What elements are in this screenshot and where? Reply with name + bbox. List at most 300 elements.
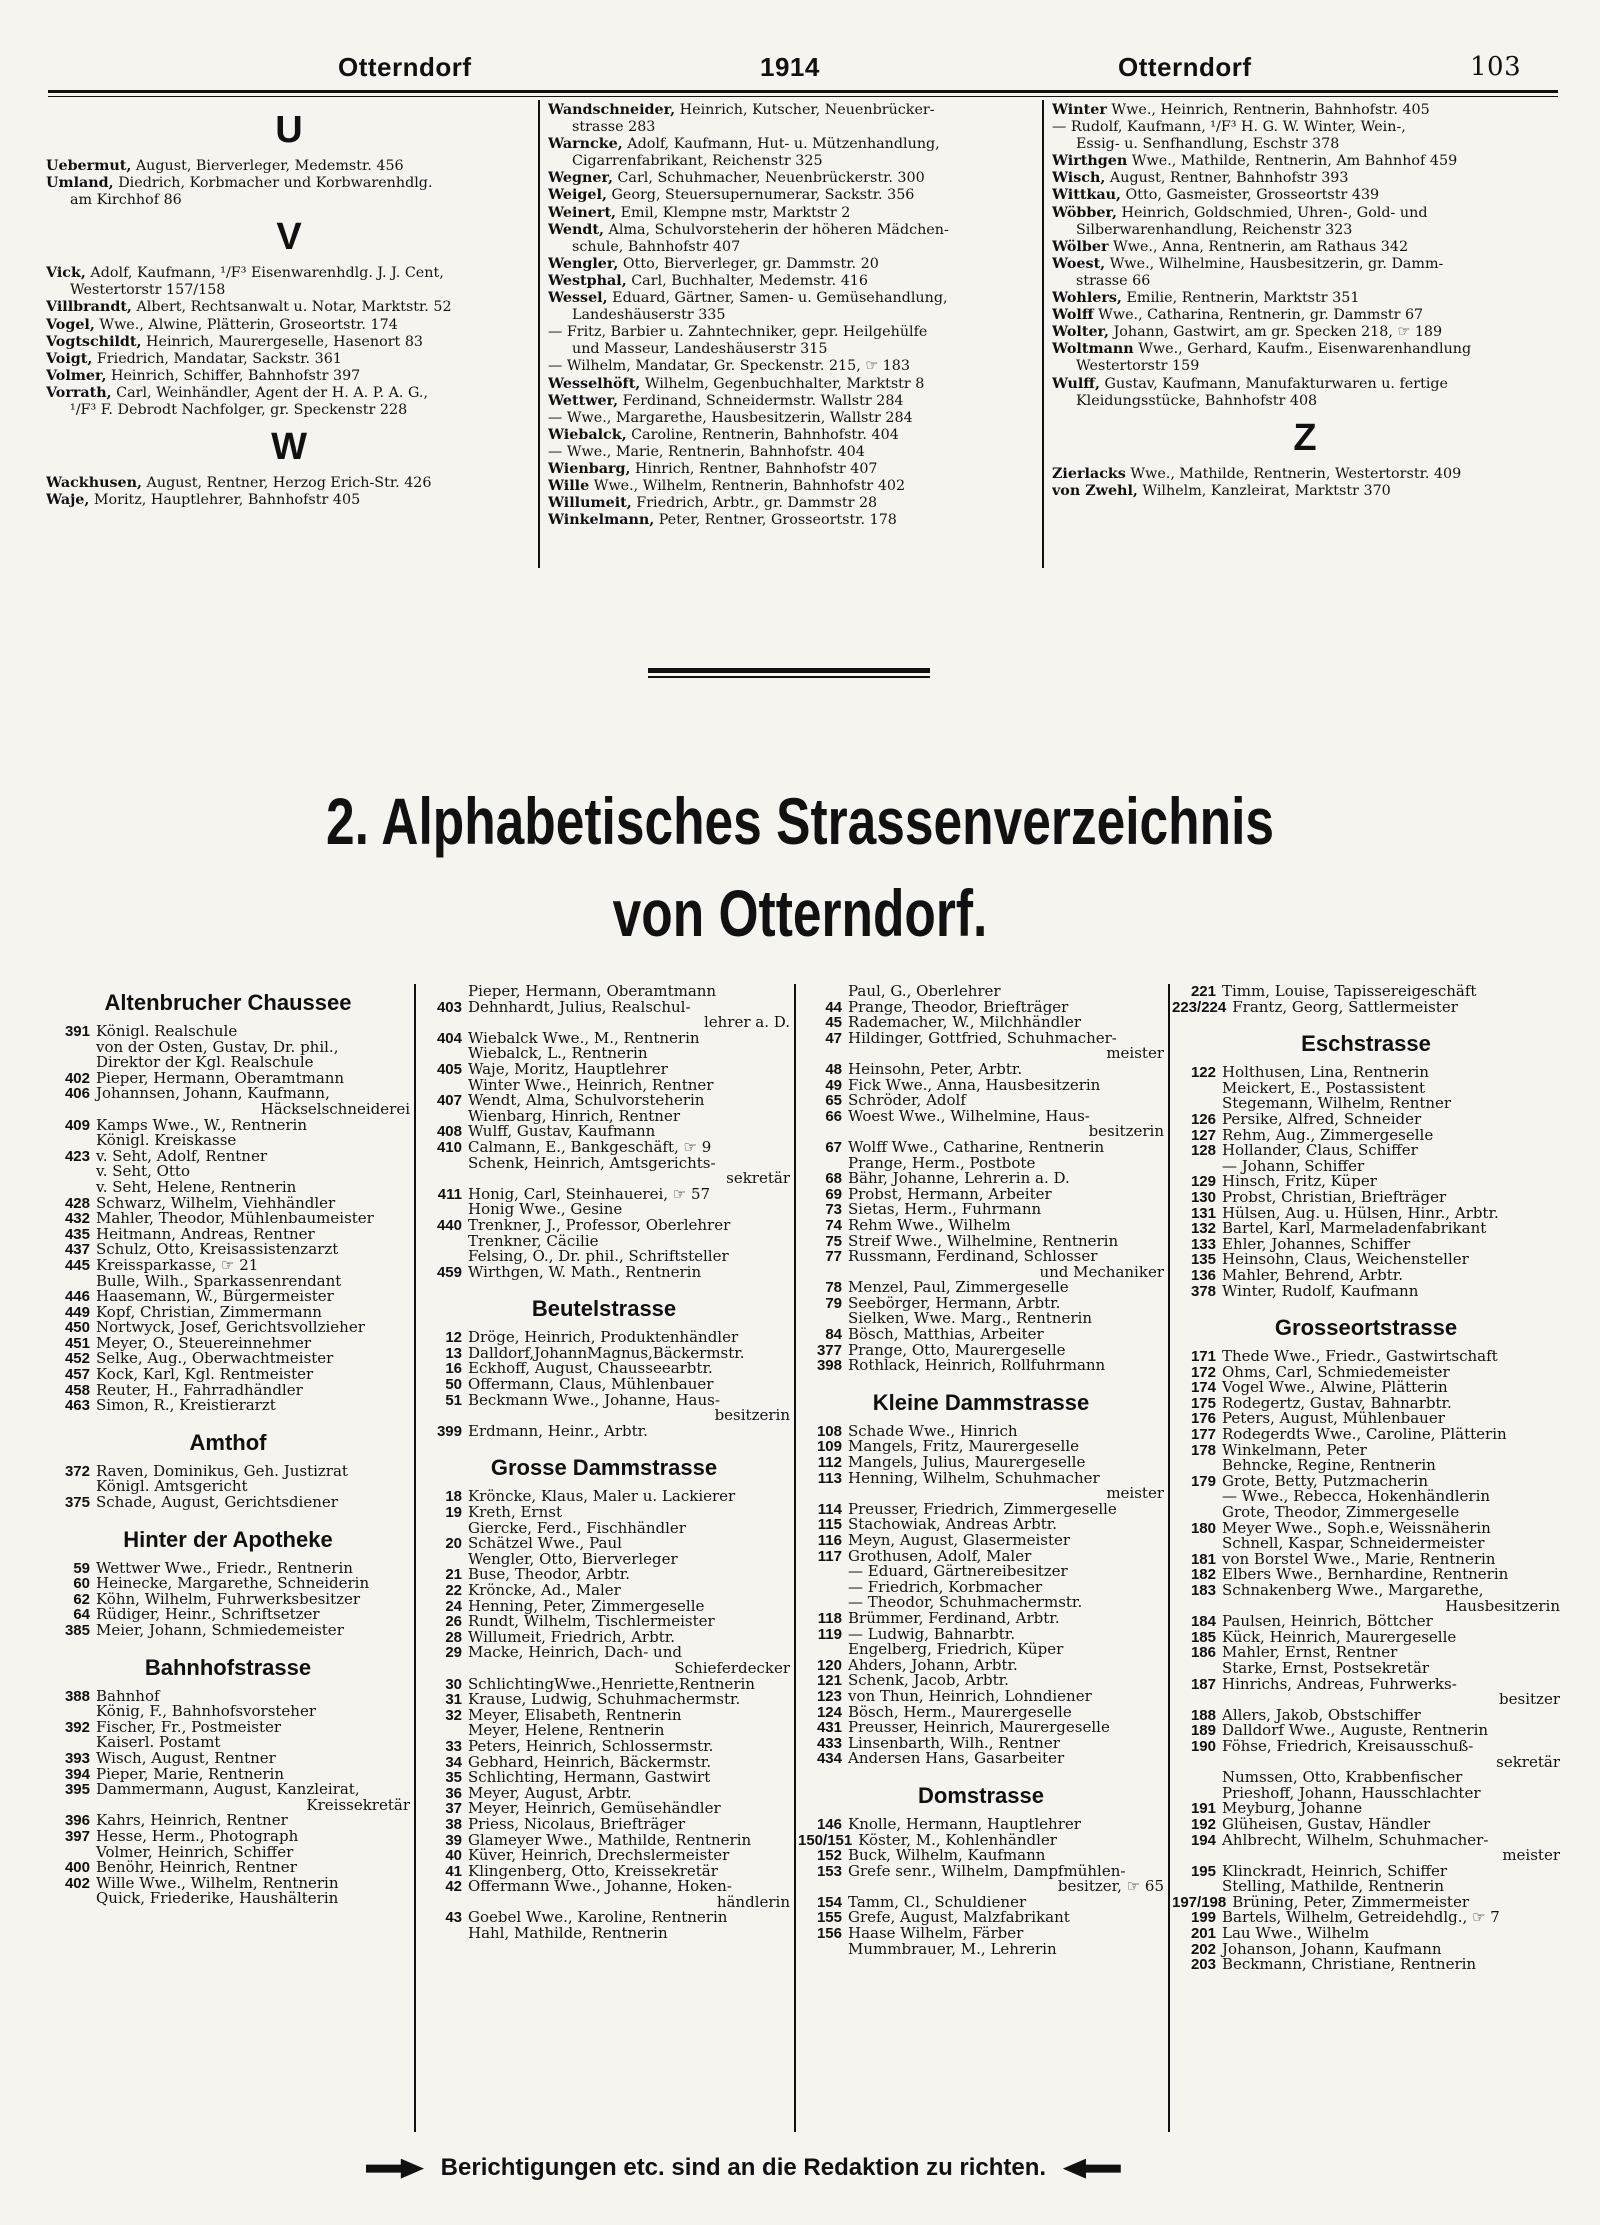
street-entry-wrap: besitzer, ☞ 65: [1057, 1879, 1164, 1895]
street-entry: [46, 1751, 410, 1767]
occupant-details: Schlichting, Hermann, Gastwirt: [468, 1770, 711, 1786]
house-number: 20: [445, 1536, 462, 1552]
occupant-details: Reuter, H., Fahrradhändler: [96, 1382, 303, 1399]
street-entry: [1172, 1396, 1560, 1412]
street-entry: [46, 1383, 410, 1399]
street-entry: [1172, 1380, 1560, 1396]
street-entry: [418, 1614, 790, 1630]
street-entry-wrap: lehrer a. D.: [703, 1015, 790, 1031]
occupant-details: Kamps Wwe., W., Rentnerin: [96, 1117, 308, 1134]
street-entry: [418, 1645, 790, 1661]
house-number: 186: [1190, 1645, 1216, 1661]
street-entry: [46, 1211, 410, 1227]
street-entry: [46, 1876, 410, 1892]
resident-entry: [548, 136, 1036, 153]
occupant-details: Klingenberg, Otto, Kreissekretär: [468, 1863, 718, 1880]
occupant-details: Buck, Wilhelm, Kaufmann: [848, 1848, 1046, 1864]
street-entry: [798, 1736, 1164, 1752]
house-number: 201: [1190, 1926, 1216, 1942]
resident-entry: [1052, 170, 1558, 187]
resident-entry: [46, 299, 532, 316]
street-entry: [418, 1786, 790, 1802]
street-entry: [418, 1630, 790, 1646]
house-number: 12: [445, 1330, 462, 1346]
house-number: 372: [64, 1463, 90, 1480]
street-entry-continuation: v. Seht, Helene, Rentnerin: [96, 1179, 297, 1196]
street-entry-wrap: besitzerin: [1088, 1124, 1164, 1140]
occupant-details: Mahler, Behrend, Arbtr.: [1222, 1267, 1404, 1284]
resident-name: Westphal,: [548, 272, 627, 289]
resident-details: Eduard, Gärtner, Samen- u. Gemüsehandlung,: [607, 290, 948, 307]
resident-entry: [548, 358, 1036, 375]
occupant-details: Hinsch, Fritz, Küper: [1222, 1174, 1377, 1190]
house-number: 133: [1190, 1236, 1216, 1253]
street-entry: [1172, 1284, 1560, 1300]
street-entry: [418, 1848, 790, 1864]
house-number: 73: [825, 1202, 842, 1218]
occupant-details: Lau Wwe., Wilhelm: [1222, 1926, 1370, 1942]
resident-entry: [548, 273, 1036, 290]
occupant-details: Tamm, Cl., Schuldiener: [848, 1894, 1027, 1911]
resident-details: Wilhelm, Kanzleirat, Marktstr 370: [1137, 482, 1391, 499]
house-number: 136: [1190, 1267, 1216, 1284]
house-number: 192: [1190, 1816, 1216, 1833]
resident-name: Volmer,: [46, 367, 107, 384]
resident-name: Woltmann: [1052, 341, 1134, 358]
resident-details: Moritz, Hauptlehrer, Bahnhofstr 405: [89, 492, 361, 509]
street-entry: [1172, 1614, 1560, 1630]
street-entry: [1172, 1128, 1560, 1144]
resident-details: Heinrich, Maurergeselle, Hasenort 83: [141, 333, 424, 350]
street-heading: Beutelstrasse: [531, 1296, 677, 1322]
occupant-details: Menzel, Paul, Zimmergeselle: [848, 1280, 1069, 1296]
street-entry-wrap: meister: [1106, 1486, 1164, 1502]
house-number: 155: [816, 1910, 842, 1927]
occupant-details: Selke, Aug., Oberwachtmeister: [96, 1351, 334, 1368]
house-number: 423: [64, 1148, 90, 1165]
street-entry: [798, 1910, 1164, 1926]
resident-entry: [548, 324, 1036, 341]
house-number: 180: [1190, 1520, 1216, 1537]
resident-entry: [548, 478, 1036, 495]
occupant-details: Persike, Alfred, Schneider: [1222, 1111, 1422, 1128]
street-entry-continuation: Giercke, Ferd., Fischhändler: [468, 1520, 686, 1537]
street-entry: [418, 1677, 790, 1693]
street-entry-wrap: meister: [1106, 1046, 1164, 1062]
occupant-details: Kück, Heinrich, Maurergeselle: [1222, 1629, 1457, 1646]
streets-column-1: [46, 974, 410, 1907]
occupant-details: Streif Wwe., Wilhelmine, Rentnerin: [848, 1233, 1119, 1250]
house-number: 113: [817, 1470, 842, 1487]
occupant-details: Paulsen, Heinrich, Böttcher: [1222, 1614, 1433, 1630]
house-number: 128: [1190, 1143, 1216, 1159]
street-entry: [1172, 1206, 1560, 1222]
street-entry: [418, 1377, 790, 1393]
street-entry-wrap: sekretär: [726, 1171, 790, 1187]
street-entry: [418, 1062, 790, 1078]
house-number: 122: [1190, 1065, 1216, 1081]
resident-entry-continuation: ¹/F³ F. Debrodt Nachfolger, gr. Speckenstr 228: [70, 402, 408, 419]
street-entry: [798, 1031, 1164, 1047]
house-number: 21: [445, 1567, 462, 1583]
house-number: 19: [445, 1505, 462, 1521]
occupant-details: Meyer, Heinrich, Gemüsehändler: [468, 1801, 721, 1817]
house-number: 459: [436, 1264, 462, 1281]
resident-name: Willumeit,: [548, 495, 632, 512]
street-entry: [798, 1015, 1164, 1031]
occupant-details: Offermann, Claus, Mühlenbauer: [468, 1377, 714, 1393]
house-number: 177: [1190, 1427, 1216, 1443]
resident-entry: [1052, 187, 1558, 204]
street-entry: [1172, 1957, 1560, 1973]
resident-details: Wwe., Wilhelmine, Hausbesitzerin, gr. Damm-: [1105, 255, 1444, 272]
street-entry: [798, 1926, 1164, 1942]
house-number: 197/198: [1172, 1894, 1227, 1911]
occupant-details: Schade, August, Gerichtsdiener: [96, 1495, 338, 1511]
street-entry: [418, 1864, 790, 1880]
occupant-details: Kreissparkasse, ☞ 21: [96, 1257, 259, 1274]
street-entry-wrap: Kreissekretär: [306, 1797, 410, 1814]
page-number: 103: [1470, 52, 1522, 82]
resident-entry: [548, 290, 1036, 307]
street-entry: [1172, 1143, 1560, 1159]
occupant-details: Nortwyck, Josef, Gerichtsvollzieher: [96, 1320, 365, 1336]
occupant-details: Ohms, Carl, Schmiedemeister: [1222, 1364, 1450, 1381]
street-entry: [798, 1833, 1164, 1849]
occupant-details: Mangels, Julius, Maurergeselle: [848, 1455, 1086, 1471]
resident-entry: [548, 495, 1036, 512]
house-number: 26: [445, 1614, 462, 1630]
street-entry: [798, 1455, 1164, 1471]
house-number: 51: [445, 1392, 462, 1409]
street-entry: [418, 1801, 790, 1817]
occupant-details: Meyn, August, Glasermeister: [848, 1533, 1071, 1549]
title-rule: [648, 668, 930, 673]
house-number: 375: [64, 1495, 90, 1511]
resident-details: Wwe., Mathilde, Rentnerin, Am Bahnhof 459: [1127, 153, 1458, 170]
occupant-details: Peters, August, Mühlenbauer: [1222, 1411, 1445, 1428]
street-entry: [1172, 1723, 1560, 1739]
street-entry-continuation: Mummbrauer, M., Lehrerin: [848, 1941, 1057, 1958]
occupant-details: Gebhard, Heinrich, Bäckermstr.: [468, 1754, 712, 1771]
house-number: 394: [64, 1766, 90, 1783]
resident-name: Wengler,: [548, 255, 619, 272]
street-entry: [418, 1583, 790, 1599]
house-number: 184: [1190, 1614, 1216, 1630]
occupant-details: Dammermann, August, Kanzleirat,: [96, 1782, 360, 1798]
street-entry: [798, 1218, 1164, 1234]
street-heading: Eschstrasse: [1301, 1031, 1431, 1057]
resident-details: Friedrich, Mandatar, Sackstr. 361: [92, 350, 342, 367]
house-number: 185: [1190, 1629, 1216, 1646]
occupant-details: Buse, Theodor, Arbtr.: [468, 1567, 630, 1583]
street-entry-continuation: Stegemann, Wilhelm, Rentner: [1222, 1096, 1452, 1112]
house-number: 397: [64, 1828, 90, 1845]
resident-details: Wwe., Alwine, Plätterin, Groseortstr. 174: [94, 316, 398, 333]
street-entry-continuation: Honig Wwe., Gesine: [468, 1202, 623, 1218]
occupant-details: Mahler, Theodor, Mühlenbaumeister: [96, 1211, 374, 1227]
street-entry: [798, 1171, 1164, 1187]
street-entry-wrap: sekretär: [1496, 1754, 1560, 1771]
resident-details: Heinrich, Schiffer, Bahnhofstr 397: [106, 367, 361, 384]
resident-details: August, Rentner, Herzog Erich-Str. 426: [142, 475, 432, 492]
occupant-details: Grefe, August, Malzfabrikant: [848, 1910, 1070, 1927]
house-number: 188: [1190, 1707, 1216, 1724]
resident-entry-continuation: Kleidungsstücke, Bahnhofstr 408: [1076, 392, 1318, 409]
house-number: 112: [817, 1455, 842, 1471]
house-number: 78: [825, 1280, 842, 1296]
house-number: 174: [1190, 1380, 1216, 1396]
occupant-details: Schwarz, Wilhelm, Viehhändler: [96, 1195, 336, 1212]
occupant-details: Hülsen, Aug. u. Hülsen, Hinr., Arbtr.: [1222, 1205, 1499, 1222]
street-entry: [418, 1346, 790, 1362]
occupant-details: Wendt, Alma, Schulvorsteherin: [468, 1093, 705, 1109]
resident-entry-continuation: schule, Bahnhofstr 407: [572, 238, 741, 255]
street-entry: [1172, 1942, 1560, 1958]
street-entry: [46, 1720, 410, 1736]
occupant-details: Schröder, Adolf: [848, 1093, 966, 1109]
street-entry: [798, 1093, 1164, 1109]
occupant-details: Schulz, Otto, Kreisassistenzarzt: [96, 1242, 339, 1258]
house-number: 440: [436, 1217, 462, 1234]
house-number: 452: [64, 1351, 90, 1368]
house-number: 402: [64, 1070, 90, 1087]
resident-entry: [46, 385, 532, 402]
house-number: 432: [64, 1211, 90, 1227]
street-entry-continuation: Königl. Amtsgericht: [96, 1479, 248, 1496]
occupant-details: Rademacher, W., Milchhändler: [848, 1015, 1082, 1031]
house-number: 183: [1190, 1583, 1216, 1599]
house-number: 189: [1190, 1723, 1216, 1739]
resident-name: Warncke,: [548, 136, 623, 153]
house-number: 431: [816, 1720, 842, 1736]
house-number: 108: [816, 1423, 842, 1440]
resident-name: Wille: [548, 478, 590, 495]
occupant-details: Föhse, Friedrich, Kreisausschuß-: [1222, 1738, 1474, 1755]
house-number: 202: [1190, 1941, 1216, 1958]
occupant-details: Linsenbarth, Wilh., Rentner: [848, 1735, 1060, 1752]
occupant-details: Wirthgen, W. Math., Rentnerin: [468, 1264, 702, 1281]
occupant-details: Heinecke, Margarethe, Schneiderin: [96, 1576, 370, 1592]
occupant-details: SchlichtingWwe.,Henriette,Rentnerin: [468, 1676, 755, 1693]
street-entry: [798, 1627, 1164, 1643]
street-entry: [1172, 984, 1560, 1000]
resident-details: Wwe., Catharina, Rentnerin, gr. Dammstr 67: [1093, 307, 1424, 324]
street-entry: [46, 1227, 410, 1243]
occupant-details: Thede Wwe., Friedr., Gastwirtschaft: [1222, 1349, 1498, 1365]
house-number: 48: [825, 1061, 842, 1078]
occupant-details: Allers, Jakob, Obstschiffer: [1222, 1707, 1421, 1724]
street-entry: [1172, 1864, 1560, 1880]
occupant-details: von Borstel Wwe., Marie, Rentnerin: [1222, 1551, 1496, 1568]
street-entry: [1172, 1833, 1560, 1849]
resident-entry-continuation: am Kirchhof 86: [70, 192, 182, 209]
resident-name: Wackhusen,: [46, 475, 142, 492]
house-number: 435: [64, 1226, 90, 1243]
occupant-details: Meyer, August, Arbtr.: [468, 1785, 632, 1802]
street-entry: [798, 1327, 1164, 1343]
resident-details: Heinrich, Kutscher, Neuenbrücker-: [675, 102, 935, 118]
street-entry-continuation: Meickert, E., Postassistent: [1222, 1080, 1426, 1097]
street-heading: Hinter der Apotheke: [123, 1526, 333, 1552]
resident-entry: [46, 317, 532, 334]
resident-details: Adolf, Kaufmann, Hut- u. Mützenhandlung,: [622, 136, 940, 153]
street-entry-continuation: — Wwe., Rebecca, Hokenhändlerin: [1222, 1489, 1491, 1506]
resident-entry: [46, 368, 532, 385]
resident-details: Otto, Gasmeister, Grosseortstr 439: [1121, 187, 1380, 204]
house-number: 451: [64, 1335, 90, 1352]
house-number: 428: [64, 1195, 90, 1212]
street-entry-continuation: Wienbarg, Hinrich, Rentner: [468, 1108, 681, 1125]
street-entry: [418, 1879, 790, 1895]
house-number: 121: [816, 1673, 842, 1689]
section-letter: W: [271, 426, 307, 469]
resident-name: Wessel,: [548, 290, 608, 307]
street-entry-continuation: Quick, Friederike, Haushälterin: [96, 1891, 339, 1907]
resident-details: Diedrich, Korbmacher und Korbwarenhdlg.: [113, 175, 433, 192]
street-entry: [418, 1424, 790, 1440]
street-entry-continuation: Starke, Ernst, Postsekretär: [1222, 1660, 1430, 1677]
resident-entry: [1052, 341, 1558, 358]
residents-column-3: [1052, 102, 1558, 500]
occupant-details: Offermann Wwe., Johanne, Hoken-: [468, 1879, 732, 1895]
occupant-details: Frantz, Georg, Sattlermeister: [1232, 999, 1458, 1016]
resident-entry: [548, 427, 1036, 444]
pointing-hand-icon: [366, 2159, 424, 2179]
street-entry-continuation: Volmer, Heinrich, Schiffer: [96, 1844, 294, 1861]
street-entry-wrap: Schieferdecker: [674, 1660, 790, 1677]
occupant-details: Honig, Carl, Steinhauerei, ☞ 57: [468, 1186, 711, 1203]
resident-name: Winter: [1052, 102, 1107, 118]
occupant-details: Stachowiak, Andreas Arbtr.: [848, 1517, 1058, 1533]
house-number: 393: [64, 1750, 90, 1767]
occupant-details: Rehm, Aug., Zimmergeselle: [1222, 1127, 1434, 1144]
house-number: 64: [73, 1607, 90, 1623]
occupant-details: Pieper, Marie, Rentnerin: [96, 1766, 285, 1783]
house-number: 153: [816, 1863, 842, 1880]
street-entry: [1172, 1583, 1560, 1599]
occupant-details: Mangels, Fritz, Maurergeselle: [848, 1439, 1080, 1456]
resident-details: Gustav, Kaufmann, Manufakturwaren u. fertige: [1100, 375, 1449, 392]
street-entry: [1172, 1112, 1560, 1128]
occupant-details: Schade Wwe., Hinrich: [848, 1423, 1018, 1440]
street-heading: Amthof: [189, 1429, 267, 1455]
occupant-details: Mahler, Ernst, Rentner: [1222, 1645, 1398, 1661]
house-number: 194: [1190, 1832, 1216, 1849]
house-number: 385: [64, 1623, 90, 1639]
street-entry: [1172, 1708, 1560, 1724]
street-entry: [798, 1187, 1164, 1203]
street-entry: [1172, 1237, 1560, 1253]
street-entry: [1172, 1474, 1560, 1490]
house-number: 458: [64, 1382, 90, 1399]
street-entry: [418, 1361, 790, 1377]
street-entry: [418, 1910, 790, 1926]
house-number: 31: [445, 1692, 462, 1708]
street-entry: [798, 1358, 1164, 1374]
house-number: 126: [1190, 1111, 1216, 1128]
house-number: 79: [825, 1295, 842, 1312]
resident-name: Villbrandt,: [46, 299, 132, 316]
section-title-line-1: 2. Alphabetisches Strassenverzeichnis: [325, 784, 1275, 858]
street-entry: [418, 1187, 790, 1203]
street-entry-continuation: Engelberg, Friedrich, Küper: [848, 1642, 1064, 1658]
house-number: 411: [437, 1186, 462, 1203]
resident-entry: [548, 410, 1036, 427]
column-divider: [1168, 984, 1170, 2132]
house-number: 400: [64, 1860, 90, 1876]
resident-name: Wölber: [1052, 238, 1109, 255]
street-entry: [1172, 1630, 1560, 1646]
house-number: 77: [825, 1249, 842, 1265]
house-number: 176: [1190, 1411, 1216, 1428]
house-number: 171: [1190, 1349, 1216, 1365]
occupant-details: Bahnhof: [96, 1688, 160, 1705]
occupant-details: Meyburg, Johanne: [1222, 1801, 1363, 1817]
street-entry: [798, 1864, 1164, 1880]
house-number: 132: [1190, 1221, 1216, 1237]
street-entry: [1172, 1000, 1560, 1016]
house-number: 129: [1190, 1174, 1216, 1190]
footer-note: [366, 2154, 1246, 2182]
street-entry: [798, 1705, 1164, 1721]
street-entry: [418, 1599, 790, 1615]
resident-details: Ferdinand, Schneidermstr. Wallstr 284: [618, 392, 904, 409]
occupant-details: Heitmann, Andreas, Rentner: [96, 1226, 315, 1243]
resident-name: Wittkau,: [1052, 187, 1121, 204]
resident-details: Wwe., Heinrich, Rentnerin, Bahnhofstr. 405: [1106, 102, 1430, 118]
resident-entry: [1052, 119, 1558, 136]
house-number: 37: [445, 1801, 462, 1817]
occupant-details: v. Seht, Adolf, Rentner: [96, 1148, 267, 1165]
column-divider: [414, 984, 416, 2132]
street-entry-continuation: Trenkner, Cäcilie: [468, 1233, 599, 1250]
house-number: 391: [64, 1024, 90, 1040]
resident-name: Wandschneider,: [548, 102, 676, 118]
resident-details: — Rudolf, Kaufmann, ¹/F³ H. G. W. Winter, Wein-,: [1052, 119, 1406, 136]
occupant-details: Kock, Karl, Kgl. Rentmeister: [96, 1367, 314, 1383]
house-number: 395: [64, 1782, 90, 1798]
occupant-details: Kröncke, Klaus, Maler u. Lackierer: [468, 1489, 736, 1506]
house-number: 28: [445, 1629, 462, 1646]
street-entry: [46, 1576, 410, 1592]
street-entry: [798, 1517, 1164, 1533]
house-number: 399: [436, 1423, 462, 1440]
street-entry: [1172, 1365, 1560, 1381]
street-entry: [798, 1078, 1164, 1094]
street-entry: [46, 1289, 410, 1305]
occupant-details: Kahrs, Heinrich, Rentner: [96, 1813, 288, 1829]
street-entry: [798, 1611, 1164, 1627]
resident-entry: [1052, 466, 1558, 483]
house-number: 203: [1190, 1957, 1216, 1973]
occupant-details: Benöhr, Heinrich, Rentner: [96, 1860, 297, 1876]
street-entry-wrap: und Mechaniker: [1039, 1264, 1164, 1281]
occupant-details: Henning, Wilhelm, Schuhmacher: [848, 1470, 1100, 1487]
house-number: 66: [825, 1108, 842, 1125]
resident-details: August, Bierverleger, Medemstr. 456: [131, 158, 404, 174]
house-number: 409: [64, 1117, 90, 1134]
resident-details: Emil, Klempne mstr, Marktstr 2: [616, 204, 851, 221]
section-letter: V: [276, 216, 302, 259]
street-entry: [798, 1673, 1164, 1689]
resident-details: Otto, Bierverleger, gr. Dammstr. 20: [618, 255, 879, 272]
street-entry: [1172, 1817, 1560, 1833]
occupant-details: Beckmann, Christiane, Rentnerin: [1222, 1957, 1477, 1973]
streets-column-3: [798, 984, 1164, 1957]
street-entry: [46, 1623, 410, 1639]
resident-details: Friedrich, Arbtr., gr. Dammstr 28: [631, 495, 878, 512]
